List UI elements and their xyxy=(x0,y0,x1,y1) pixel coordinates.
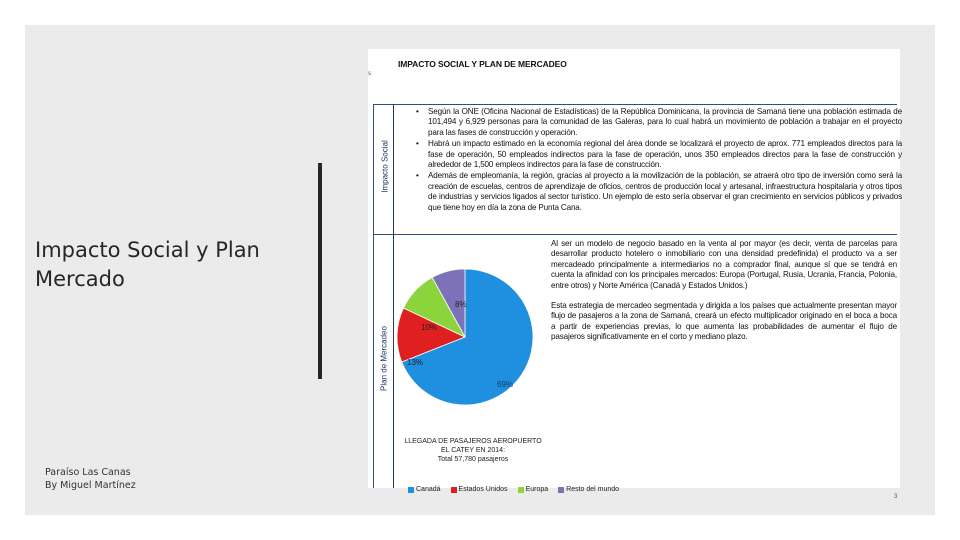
legend-swatch xyxy=(558,487,564,493)
marketing-plan-text xyxy=(551,239,897,353)
impact-bullet-list xyxy=(416,107,902,214)
caption-line: LLEGADA DE PASAJEROS AEROPUERTO xyxy=(404,438,542,445)
legend-label: Europa xyxy=(525,486,549,493)
bullet-item: • Además de empleomanía, la región, gracias al proyecto a la movilización de la población, se atraerá otro tipo de inversión como será la creación de escuelas, centros de aprendizaje de oficios, centros de producción local y artesanal, infraestructura hospitalaria y otros tipos de industrias y servicios ligados al sector turístico. Un ejemplo de esto sería observar el gran crecimiento en servicios públicos y privados que tiene hoy en día la zona de Punta Cana. xyxy=(416,171,902,213)
page-number: 3 xyxy=(894,494,898,500)
section-separator-middle xyxy=(373,234,897,235)
figure-header: IMPACTO SOCIAL Y PLAN DE MERCADEO xyxy=(398,59,567,69)
pie-chart xyxy=(393,239,543,439)
pie-slice-label: 8% xyxy=(455,300,467,309)
legend-label: Canadá xyxy=(416,486,441,493)
footer-project-name: Paraíso Las Canas xyxy=(45,467,131,478)
legend-swatch xyxy=(451,487,457,493)
slide-footer xyxy=(45,466,136,492)
vertical-divider-bar xyxy=(318,163,322,379)
bullet-item: • Habrá un impacto estimado en la economía regional del área donde se localizará el proyecto de aprox. 771 empleados directos para la fase de operación, 50 empleados indirectos para la fase de operación, unos 350 empleados directos para la fase de construcción y alrededor de 1,500 empleos indirectos para la fase de construcción. xyxy=(416,139,902,170)
section-label-plan-mercadeo: Plan de Mercadeo xyxy=(379,326,389,391)
figure-left-border xyxy=(373,104,374,488)
plan-paragraph: Al ser un modelo de negocio basado en la venta al por mayor (es decir, venta de parcelas para desarrollar producto hotelero o inmobiliario con una densidad predefinida) el producto va a ser mercadeado principalmente a intermediarios no a comprador final, aunque sí que se tendrá en cuenta la afinidad con los principales mercados: Europa (Portugal, Rusia, Ucrania, Francia, Polonia, entre otros) y Norte América (Canadá y Estados Unidos.) xyxy=(551,239,897,290)
legend-entry xyxy=(558,486,619,493)
caption-line: Total 57,780 pasajeros xyxy=(437,456,509,463)
section-separator-top xyxy=(373,104,897,105)
footer-author: By Miguel Martínez xyxy=(45,480,136,491)
legend-swatch xyxy=(518,487,524,493)
embedded-figure[interactable] xyxy=(368,49,902,500)
pie-slice-label: 13% xyxy=(407,358,424,367)
legend-label: Estados Unidos xyxy=(458,486,508,493)
slide-title: Impacto Social y Plan Mercado xyxy=(35,238,260,291)
bullet-item: • Según la ONE (Oficina Nacional de Estadísticas) de la República Dominicana, la provincia de Samaná tiene una población estimada de 101,494 y 6,929 personas para la comunidad de las Galeras, para lo cual habrá un movimiento de población a trabajar en el proyecto para las fases de construcción y operación. xyxy=(416,107,902,138)
caption-line: EL CATEY EN 2014: xyxy=(440,447,506,454)
slide xyxy=(25,25,935,515)
plan-paragraph: Esta estrategia de mercadeo segmentada y dirigida a los países que actualmente presentan mayor flujo de pasajeros a la zona de Samaná, creará un efecto multiplicador originado en el boca a boca a partir de experiencias previas, lo que aumenta las probabilidades de aumentar el flujo de pasajeros significativamente en el corto y mediano plazo. xyxy=(551,301,897,342)
chart-caption xyxy=(400,437,546,464)
legend-entry xyxy=(451,486,508,493)
pie-slice-label: 10% xyxy=(421,323,438,332)
legend-swatch xyxy=(408,487,414,493)
legend-label: Resto del mundo xyxy=(566,486,620,493)
figure-corner-mark: s xyxy=(368,71,371,77)
section-label-impacto-social: Impacto Social xyxy=(380,140,390,193)
pie-slice-label: 69% xyxy=(497,380,514,389)
legend-entry xyxy=(408,486,441,493)
legend-entry xyxy=(518,486,549,493)
chart-legend xyxy=(408,486,629,493)
